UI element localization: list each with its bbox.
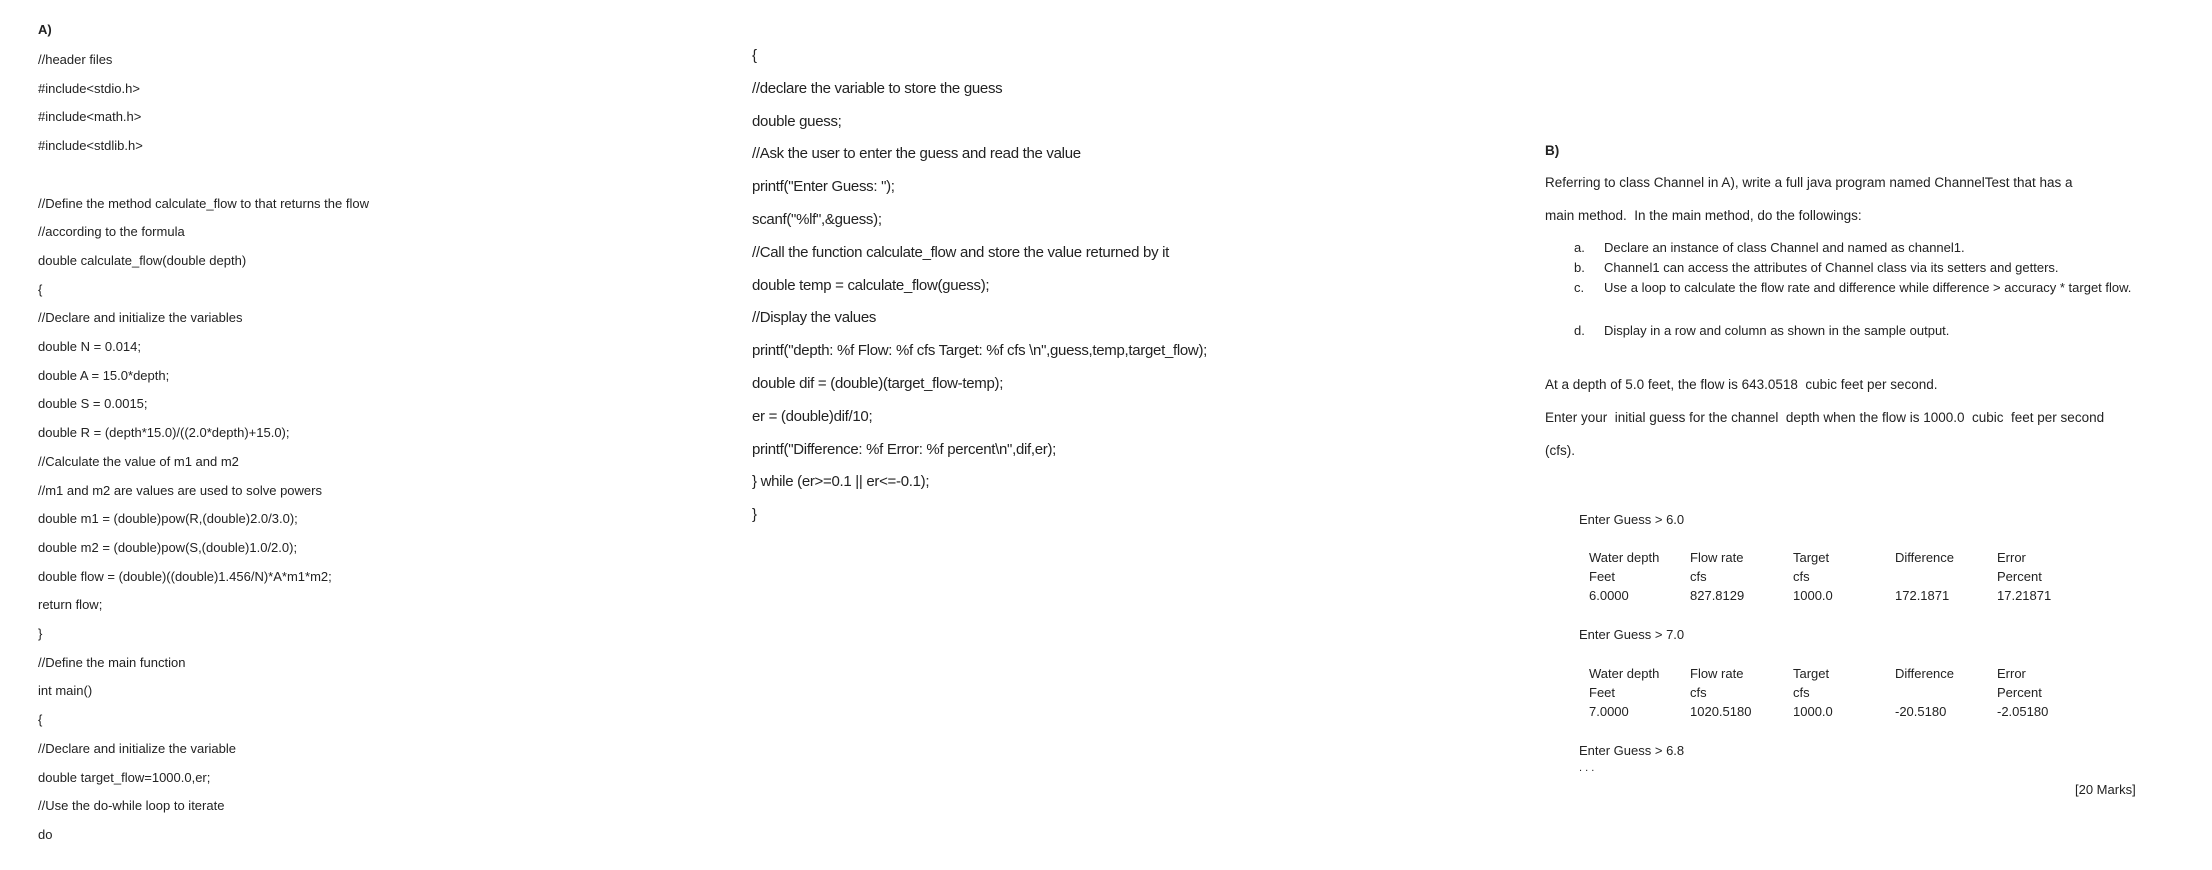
part-b-paragraph-1: At a depth of 5.0 feet, the flow is 643.0518 cubic feet per second. (1545, 377, 1938, 392)
code-line: //m1 and m2 are values are used to solve powers (38, 482, 322, 498)
code-line: //according to the formula (38, 224, 185, 240)
part-b-intro-line-1: Referring to class Channel in A), write a full java program named ChannelTest that has a (1545, 175, 2073, 190)
code-line: //Calculate the value of m1 and m2 (38, 453, 239, 469)
table-cell: 1000.0 (1793, 704, 1833, 719)
code-line: #include<stdlib.h> (38, 138, 143, 154)
part-b-paragraph-3: (cfs). (1545, 443, 1575, 458)
code-line: double S = 0.0015; (38, 396, 148, 412)
code-line: printf("Enter Guess: "); (752, 178, 895, 196)
code-line: scanf("%lf",&guess); (752, 211, 882, 228)
table-header: cfs (1690, 685, 1707, 700)
table-cell: -2.05180 (1997, 704, 2049, 719)
code-line: double m1 = (double)pow(R,(double)2.0/3.0); (38, 511, 298, 527)
code-line: double calculate_flow(double depth) (38, 252, 247, 268)
code-line: er = (double)dif/10; (752, 407, 873, 425)
code-line: //Use the do-while loop to iterate (38, 798, 225, 814)
table-header: Percent (1997, 685, 2042, 700)
sample-prompt: Enter Guess > 6.0 (1579, 512, 1685, 527)
code-line: #include<math.h> (38, 109, 142, 125)
sample-prompt: Enter Guess > 6.8 (1579, 743, 1685, 758)
code-line: //Declare and initialize the variable (38, 740, 236, 756)
code-line: double guess; (752, 112, 842, 130)
code-line: { (752, 47, 757, 64)
table-cell: 6.0000 (1589, 588, 1629, 603)
list-item-letter: d. (1574, 323, 1585, 338)
part-b-paragraph-2: Enter your initial guess for the channel depth when the flow is 1000.0 cubic feet per second (1545, 410, 2105, 425)
code-line: double m2 = (double)pow(S,(double)1.0/2.0); (38, 539, 298, 555)
table-cell: 172.1871 (1895, 588, 1950, 603)
code-line: //header files (38, 52, 113, 67)
table-cell: 1020.5180 (1690, 704, 1752, 719)
code-line: double A = 15.0*depth; (38, 367, 170, 383)
list-item-letter: b. (1574, 260, 1585, 275)
code-line: } (752, 506, 757, 524)
table-header: Target (1793, 666, 1830, 681)
table-cell: 17.21871 (1997, 588, 2052, 603)
code-line: #include<stdio.h> (38, 80, 140, 96)
code-line: return flow; (38, 597, 103, 613)
code-line: double target_flow=1000.0,er; (38, 769, 211, 785)
code-line: //Call the function calculate_flow and store the value returned by it (752, 243, 1170, 261)
table-header: Feet (1589, 569, 1616, 584)
code-line: //Declare and initialize the variables (38, 310, 243, 326)
list-item-letter: c. (1574, 280, 1585, 295)
table-cell: 1000.0 (1793, 588, 1833, 603)
code-line: //Define the main function (38, 654, 186, 670)
code-line: double dif = (double)(target_flow-temp); (752, 375, 1004, 392)
code-line: double N = 0.014; (38, 339, 141, 354)
code-line: //Display the values (752, 309, 877, 327)
list-item-text: Display in a row and column as shown in the sample output. (1604, 323, 1950, 338)
list-item-text: Use a loop to calculate the flow rate and difference while difference > accuracy * target flow. (1604, 280, 2132, 295)
table-cell: 827.8129 (1690, 588, 1745, 603)
code-line: } while (er>=0.1 || er<=-0.1); (752, 473, 930, 491)
table-header: Water depth (1589, 666, 1660, 681)
list-item-text: Declare an instance of class Channel and named as channel1. (1604, 240, 1965, 255)
table-cell: -20.5180 (1895, 704, 1947, 719)
code-line: } (38, 626, 43, 641)
table-header: Water depth (1589, 550, 1660, 565)
list-item-text: Channel1 can access the attributes of Channel class via its setters and getters. (1604, 260, 2059, 275)
code-line: printf("depth: %f Flow: %f cfs Target: %f cfs \n",guess,temp,target_flow); (752, 342, 1208, 360)
table-header: cfs (1793, 569, 1810, 584)
table-header: Percent (1997, 569, 2042, 584)
list-item-letter: a. (1574, 240, 1585, 255)
table-cell: 7.0000 (1589, 704, 1629, 719)
table-header: cfs (1690, 569, 1707, 584)
part-a-label: A) (38, 22, 52, 37)
sample-ellipsis: . . . (1579, 762, 1595, 774)
table-header: Error (1997, 550, 2026, 565)
code-line: double temp = calculate_flow(guess); (752, 276, 990, 294)
code-line: double R = (depth*15.0)/((2.0*depth)+15.0); (38, 425, 290, 441)
table-header: Flow rate (1690, 666, 1744, 681)
sample-prompt: Enter Guess > 7.0 (1579, 627, 1685, 642)
table-header: Feet (1589, 685, 1616, 700)
table-header: Target (1793, 550, 1830, 565)
code-line: do (38, 826, 53, 842)
code-line: //Define the method calculate_flow to that returns the flow (38, 195, 369, 211)
code-line: int main() (38, 683, 93, 699)
marks-label: [20 Marks] (2075, 782, 2136, 797)
table-header: Flow rate (1690, 550, 1744, 565)
code-line: //Ask the user to enter the guess and read the value (752, 145, 1081, 163)
table-header: Difference (1895, 550, 1955, 565)
table-header: Error (1997, 666, 2026, 681)
table-header: cfs (1793, 685, 1810, 700)
code-line: printf("Difference: %f Error: %f percent\n",dif,er); (752, 440, 1057, 458)
code-line: double flow = (double)((double)1.456/N)*A*m1*m2; (38, 568, 332, 584)
table-header: Difference (1895, 666, 1955, 681)
code-line: { (38, 712, 43, 728)
code-line: //declare the variable to store the guess (752, 79, 1003, 97)
code-line: { (38, 281, 43, 297)
part-b-label: B) (1545, 143, 1560, 158)
part-b-intro-line-2: main method. In the main method, do the followings: (1545, 208, 1862, 223)
